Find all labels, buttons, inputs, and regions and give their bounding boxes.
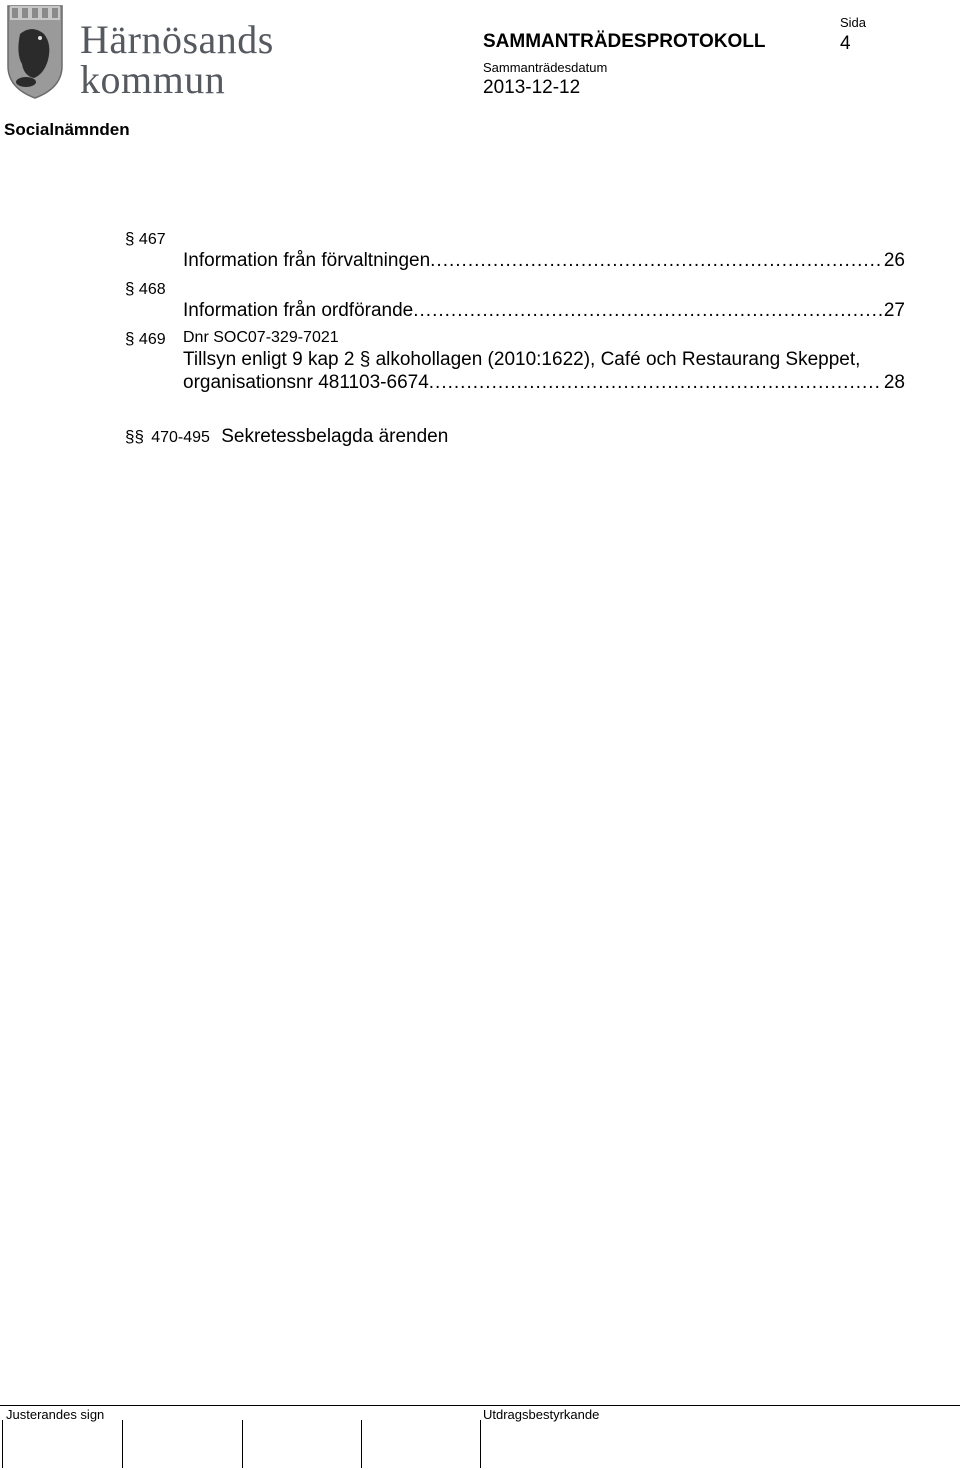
signature-cell-divider: [361, 1420, 362, 1468]
municipality-wordmark: [80, 17, 274, 102]
section-symbol-double: §§: [125, 427, 144, 446]
coat-of-arms-logo: [4, 4, 66, 100]
confidential-items-title: Sekretessbelagda ärenden: [221, 426, 449, 447]
page-number: 4: [840, 33, 851, 54]
toc-entry-title-part: alkohollagen (2010:1622), Café och Restaurang Skeppet,: [375, 349, 861, 370]
meeting-date-label: Sammanträdesdatum: [483, 60, 608, 75]
signature-cell-divider: [122, 1420, 123, 1468]
toc-section-number: [125, 279, 166, 299]
page-label: Sida: [840, 15, 867, 30]
toc-section-number: [125, 229, 166, 249]
toc-entry-page: 26: [883, 250, 905, 271]
footer-divider: [0, 1405, 960, 1406]
document-title: SAMMANTRÄDESPROTOKOLL: [483, 31, 766, 52]
toc-entry-title: Information från ordförande: [183, 300, 414, 321]
toc-entry-title-line1: [183, 349, 860, 371]
toc-entry-title-line2: organisationsnr 481103-6674: [183, 372, 429, 393]
toc-entry-page: 28: [883, 372, 905, 393]
certification-label: Utdragsbestyrkande: [483, 1407, 600, 1422]
meeting-date-value: 2013-12-12: [483, 77, 581, 98]
section-symbol: §: [359, 349, 371, 370]
section-range: 470-495: [151, 429, 210, 446]
section-number: 468: [138, 281, 166, 298]
confidential-items-entry: [125, 426, 448, 448]
signature-cell-divider: [480, 1420, 481, 1468]
committee-name: Socialnämnden: [4, 120, 130, 139]
diary-number: Dnr SOC07-329-7021: [183, 329, 339, 346]
toc-section-number: [125, 329, 166, 349]
dot-leader: [429, 372, 882, 394]
toc-entry-page: 27: [883, 300, 905, 321]
section-number: 469: [138, 331, 166, 348]
dot-leader: [430, 250, 882, 272]
toc-entry[interactable]: [183, 300, 905, 322]
toc-entry[interactable]: [183, 250, 905, 272]
signature-cell-divider: [242, 1420, 243, 1468]
wordmark-line1: Härnösands: [80, 17, 274, 62]
initials-label: Justerandes sign: [6, 1407, 105, 1422]
wordmark-line2: kommun: [80, 57, 226, 102]
section-symbol: §: [125, 279, 135, 298]
signature-cell-divider: [2, 1420, 3, 1468]
toc-entry-title: Information från förvaltningen: [183, 250, 431, 271]
section-symbol: §: [125, 229, 135, 248]
section-symbol: §: [125, 329, 135, 348]
toc-entry[interactable]: [183, 372, 905, 394]
toc-entry-title-part: Tillsyn enligt 9 kap 2: [183, 349, 355, 370]
dot-leader: [413, 300, 882, 322]
section-number: 467: [138, 231, 166, 248]
